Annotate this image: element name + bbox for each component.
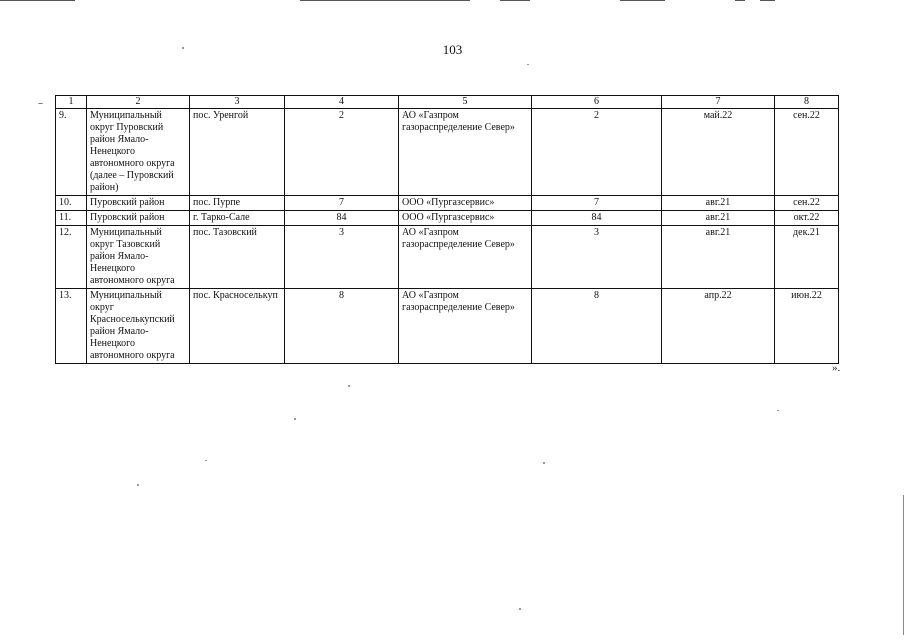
settlement-cell: г. Тарко-Сале bbox=[190, 211, 285, 226]
scan-speck bbox=[38, 103, 43, 104]
end-date-cell: окт.22 bbox=[775, 211, 839, 226]
settlement-cell: пос. Уренгой bbox=[190, 109, 285, 196]
scan-speck bbox=[527, 64, 529, 65]
count-cell: 84 bbox=[285, 211, 399, 226]
start-date-cell: авг.21 bbox=[662, 196, 775, 211]
table-header-row bbox=[56, 96, 839, 109]
count-cell: 7 bbox=[285, 196, 399, 211]
count2-cell: 7 bbox=[532, 196, 662, 211]
count2-cell: 84 bbox=[532, 211, 662, 226]
document-table bbox=[55, 95, 839, 364]
table-row bbox=[56, 226, 839, 289]
count2-cell: 8 bbox=[532, 289, 662, 364]
operator-cell: АО «Газпром газораспределение Север» bbox=[399, 226, 532, 289]
scan-right-edge bbox=[903, 495, 904, 635]
table-row bbox=[56, 289, 839, 364]
end-date-cell: сен.22 bbox=[775, 109, 839, 196]
row-number: 12. bbox=[56, 226, 87, 289]
end-date-cell: сен.22 bbox=[775, 196, 839, 211]
closing-quote-mark: ». bbox=[832, 362, 841, 374]
territory-cell: Муниципальный округ Тазовский район Ямало-Ненецкого автономного округа bbox=[87, 226, 190, 289]
scan-speck bbox=[294, 418, 296, 420]
row-number: 13. bbox=[56, 289, 87, 364]
row-number: 9. bbox=[56, 109, 87, 196]
column-header: 2 bbox=[87, 96, 190, 109]
count-cell: 3 bbox=[285, 226, 399, 289]
settlement-cell: пос. Тазовский bbox=[190, 226, 285, 289]
column-header: 4 bbox=[285, 96, 399, 109]
start-date-cell: авг.21 bbox=[662, 211, 775, 226]
table-row bbox=[56, 211, 839, 226]
end-date-cell: июн.22 bbox=[775, 289, 839, 364]
column-header: 5 bbox=[399, 96, 532, 109]
scan-speck bbox=[543, 462, 545, 464]
column-header: 8 bbox=[775, 96, 839, 109]
count-cell: 8 bbox=[285, 289, 399, 364]
page-number: 103 bbox=[442, 42, 463, 57]
territory-cell: Пуровский район bbox=[87, 196, 190, 211]
scan-speck bbox=[777, 410, 779, 411]
start-date-cell: авг.21 bbox=[662, 226, 775, 289]
table-row bbox=[56, 109, 839, 196]
row-number: 10. bbox=[56, 196, 87, 211]
operator-cell: ООО «Пургазсервис» bbox=[399, 211, 532, 226]
operator-cell: АО «Газпром газораспределение Север» bbox=[399, 289, 532, 364]
territory-cell: Муниципальный округ Пуровский район Ямало-Ненецкого автономного округа (далее – Пуровский район) bbox=[87, 109, 190, 196]
start-date-cell: апр.22 bbox=[662, 289, 775, 364]
column-header: 7 bbox=[662, 96, 775, 109]
count-cell: 2 bbox=[285, 109, 399, 196]
end-date-cell: дек.21 bbox=[775, 226, 839, 289]
territory-cell: Пуровский район bbox=[87, 211, 190, 226]
settlement-cell: пос. Красноселькуп bbox=[190, 289, 285, 364]
column-header: 1 bbox=[56, 96, 87, 109]
scan-speck bbox=[205, 460, 207, 461]
start-date-cell: май.22 bbox=[662, 109, 775, 196]
scan-speck bbox=[137, 484, 139, 486]
scan-speck bbox=[348, 385, 350, 387]
operator-cell: АО «Газпром газораспределение Север» bbox=[399, 109, 532, 196]
column-header: 6 bbox=[532, 96, 662, 109]
territory-cell: Муниципальный округ Красноселькупский район Ямало-Ненецкого автономного округа bbox=[87, 289, 190, 364]
count2-cell: 3 bbox=[532, 226, 662, 289]
settlement-cell: пос. Пурпе bbox=[190, 196, 285, 211]
count2-cell: 2 bbox=[532, 109, 662, 196]
row-number: 11. bbox=[56, 211, 87, 226]
operator-cell: ООО «Пургазсервис» bbox=[399, 196, 532, 211]
column-header: 3 bbox=[190, 96, 285, 109]
table-row bbox=[56, 196, 839, 211]
scan-speck bbox=[519, 608, 521, 610]
scan-speck bbox=[182, 47, 184, 49]
scan-top-edge bbox=[0, 0, 905, 2]
